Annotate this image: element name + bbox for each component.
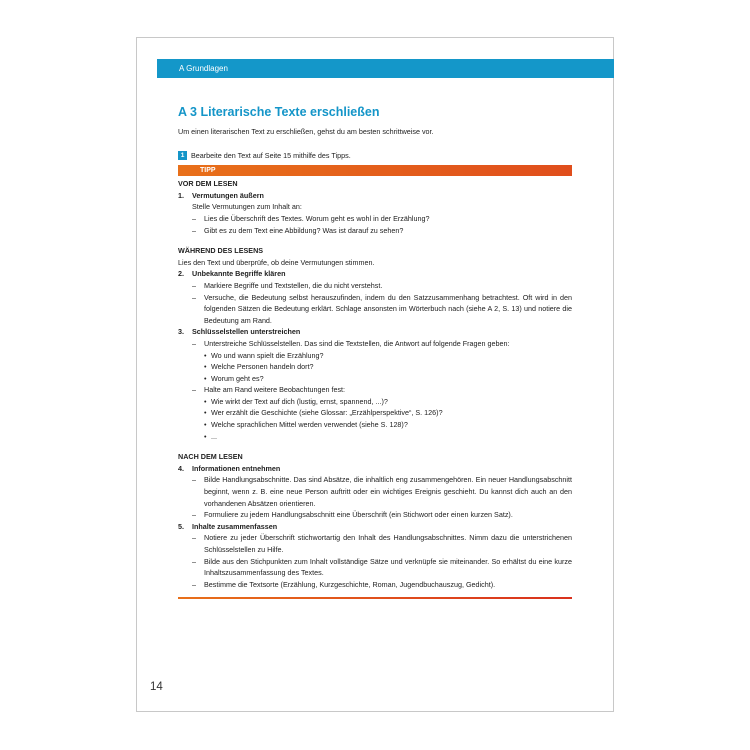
list-item: – Notiere zu jeder Überschrift stichwortartig den Inhalt des Handlungsabschnittes. Nimm dazu die unterstrichenen Schlüsselstellen zu Hilfe. [192,533,572,554]
page-content [178,104,572,590]
list-item: – Bilde aus den Stichpunkten zum Inhalt vollständige Sätze und verknüpfe sie miteinander. So erhältst du eine kurze Inhaltszusammenfassung des Textes. [192,556,572,578]
heading-waehrend-des-lesens: WÄHREND DES LESENS [178,246,264,256]
list-item: – Unterstreiche Schlüsselstellen. Das sind die Textstellen, die Antwort auf folgende Fragen geben: [192,338,510,348]
step-3-title: 3. Schlüsselstellen unterstreichen [178,327,301,337]
task-1 [178,150,572,162]
step-5-title: 5. Inhalte zusammenfassen [178,521,278,531]
bullet-item: • Welche sprachlichen Mittel werden verwendet (siehe S. 128)? [204,420,408,430]
step-2-title: 2. Unbekannte Begriffe klären [178,269,286,279]
bullet-item: • Wie wirkt der Text auf dich (lustig, ernst, spannend, ...)? [204,396,388,406]
heading-vor-dem-lesen: VOR DEM LESEN [178,179,238,189]
bullet-item: • Wer erzählt die Geschichte (siehe Glossar: „Erzählperspektive“, S. 126)? [204,408,443,418]
list-item: – Bestimme die Textsorte (Erzählung, Kurzgeschichte, Roman, Jugendbuchauszug, Gedicht). [192,579,496,589]
list-item: – Bilde Handlungsabschnitte. Das sind Absätze, die inhaltlich eng zusammengehören. Ein neuer Handlungsabschnitt beginnt, wenn z. B. eine neue Person auftritt oder ein wichtiges Ereignis geschieht. Du kannst dich auch an den vorhandenen Absätzen orientieren. [192,475,572,508]
bullet-item: • Worum geht es? [204,373,264,383]
task-number-badge: 1 [178,151,187,160]
bullet-item: • Welche Personen handeln dort? [204,362,314,372]
tipp-end-rule [178,597,572,599]
list-item: – Formuliere zu jedem Handlungsabschnitt eine Überschrift (ein Stichwort oder einen kurzen Satz). [192,510,513,520]
bullet-item: • ... [204,431,217,441]
step-4-title: 4. Informationen entnehmen [178,463,281,473]
list-item: – Lies die Überschrift des Textes. Worum geht es wohl in der Erzählung? [192,213,430,223]
list-item: – Gibt es zu dem Text eine Abbildung? Was ist darauf zu sehen? [192,225,404,235]
list-item: – Markiere Begriffe und Textstellen, die du nicht verstehst. [192,280,383,290]
tipp-bar: TIPP [178,165,572,176]
task-text: Bearbeite den Text auf Seite 15 mithilfe des Tipps. [191,150,351,160]
step-1-title: 1. Vermutungen äußern [178,190,264,200]
list-item: – Versuche, die Bedeutung selbst herauszufinden, indem du den Satzzusammenhang betrachtest. Oft wird in den folgenden Sätzen die Bedeutung erklärt. Schlage ansonsten im Wörterbuch nach (siehe A 2, S. 13) und notiere die Bedeutung am Rand. [192,292,572,325]
heading-nach-dem-lesen: NACH DEM LESEN [178,452,243,462]
page-number: 14 [150,681,163,693]
step-1-text: Stelle Vermutungen zum Inhalt an: [192,202,302,212]
waehrend-intro: Lies den Text und überprüfe, ob deine Vermutungen stimmen. [178,257,375,267]
list-item: – Halte am Rand weitere Beobachtungen fest: [192,385,346,395]
page-title: A 3 Literarische Texte erschließen [178,105,380,119]
section-label: A Grundlagen [179,64,228,73]
intro-text: Um einen literarischen Text zu erschließen, gehst du am besten schrittweise vor. [178,127,434,136]
bullet-item: • Wo und wann spielt die Erzählung? [204,350,324,360]
section-header-bar [157,59,614,78]
